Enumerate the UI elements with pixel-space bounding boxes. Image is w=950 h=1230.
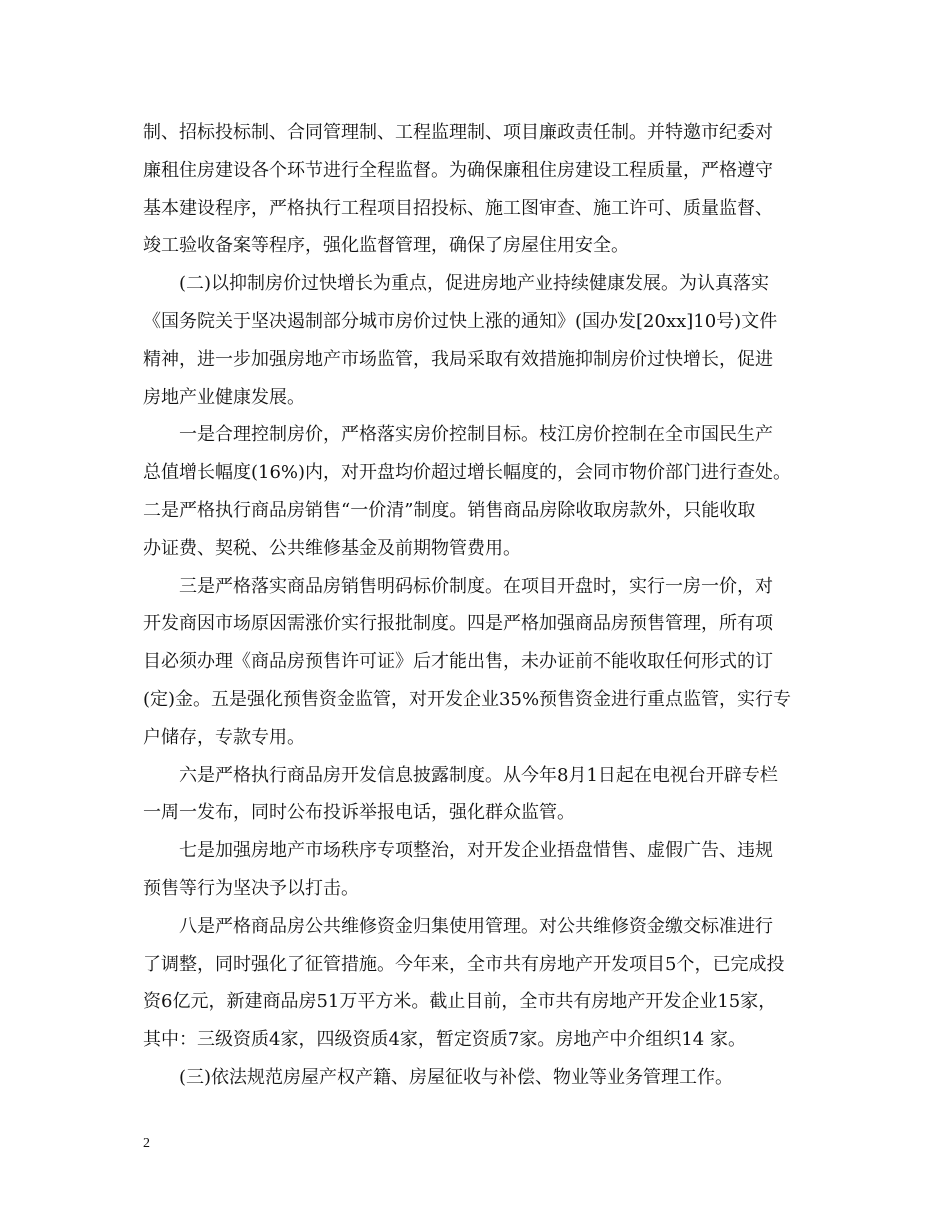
text-line: 七是加强房地产市场秩序专项整治，对开发企业捂盘惜售、虚假广告、违规 (179, 840, 773, 862)
text-line: 开发商因市场原因需涨价实行报批制度。四是严格加强商品房预售管理，所有项 (143, 613, 773, 635)
text-line: 六是严格执行商品房开发信息披露制度。从今年8月1日起在电视台开辟专栏 (179, 764, 778, 786)
text-line: 总值增长幅度(16%)内，对开盘均价超过增长幅度的，会同市物价部门进行查处。 (143, 462, 792, 484)
text-line: (三)依法规范房屋产权产籍、房屋征收与补偿、物业等业务管理工作。 (179, 1066, 734, 1088)
text-line: (定)金。五是强化预售资金监管，对开发企业35%预售资金进行重点监管，实行专 (143, 688, 792, 710)
document-body (143, 114, 807, 1097)
text-line: 办证费、契税、公共维修基金及前期物管费用。 (143, 537, 521, 559)
text-line: 资6亿元，新建商品房51万平方米。截止目前，全市共有房地产开发企业15家， (143, 991, 777, 1013)
page-number: 2 (143, 1136, 150, 1151)
text-line: 廉租住房建设各个环节进行全程监督。为确保廉租住房建设工程质量，严格遵守 (143, 159, 773, 181)
text-line: 制、招标投标制、合同管理制、工程监理制、项目廉政责任制。并特邀市纪委对 (143, 122, 773, 143)
text-line: 目必须办理《商品房预售许可证》后才能出售，未办证前不能收取任何形式的订 (143, 651, 773, 673)
text-line: 户储存，专款专用。 (143, 726, 305, 748)
text-line: 二是严格执行商品房销售“一价清”制度。销售商品房除收取房款外，只能收取 (143, 499, 756, 521)
text-line: 一周一发布，同时公布投诉举报电话，强化群众监管。 (143, 802, 575, 824)
text-line: (二)以抑制房价过快增长为重点，促进房地产业持续健康发展。为认真落实 (179, 273, 770, 295)
text-line: 八是严格商品房公共维修资金归集使用管理。对公共维修资金缴交标准进行 (179, 915, 773, 937)
text-line: 竣工验收备案等程序，强化监督管理，确保了房屋住用安全。 (143, 235, 629, 257)
text-line: 精神，进一步加强房地产市场监管，我局采取有效措施抑制房价过快增长，促进 (143, 348, 773, 370)
text-line: 了调整，同时强化了征管措施。今年来，全市共有房地产开发项目5个，已完成投 (143, 953, 785, 975)
text-line: 其中：三级资质4家，四级资质4家，暂定资质7家。房地产中介组织14 家。 (143, 1029, 746, 1051)
text-line: 一是合理控制房价，严格落实房价控制目标。枝江房价控制在全市国民生产 (179, 424, 773, 446)
text-line: 三是严格落实商品房销售明码标价制度。在项目开盘时，实行一房一价，对 (179, 575, 773, 597)
text-line: 预售等行为坚决予以打击。 (143, 877, 359, 899)
text-line: 房地产业健康发展。 (143, 386, 305, 408)
text-line: 基本建设程序，严格执行工程项目招投标、施工图审查、施工许可、质量监督、 (143, 197, 773, 219)
text-line: 《国务院关于坚决遏制部分城市房价过快上涨的通知》(国办发[20xx]10号)文件 (143, 310, 778, 332)
